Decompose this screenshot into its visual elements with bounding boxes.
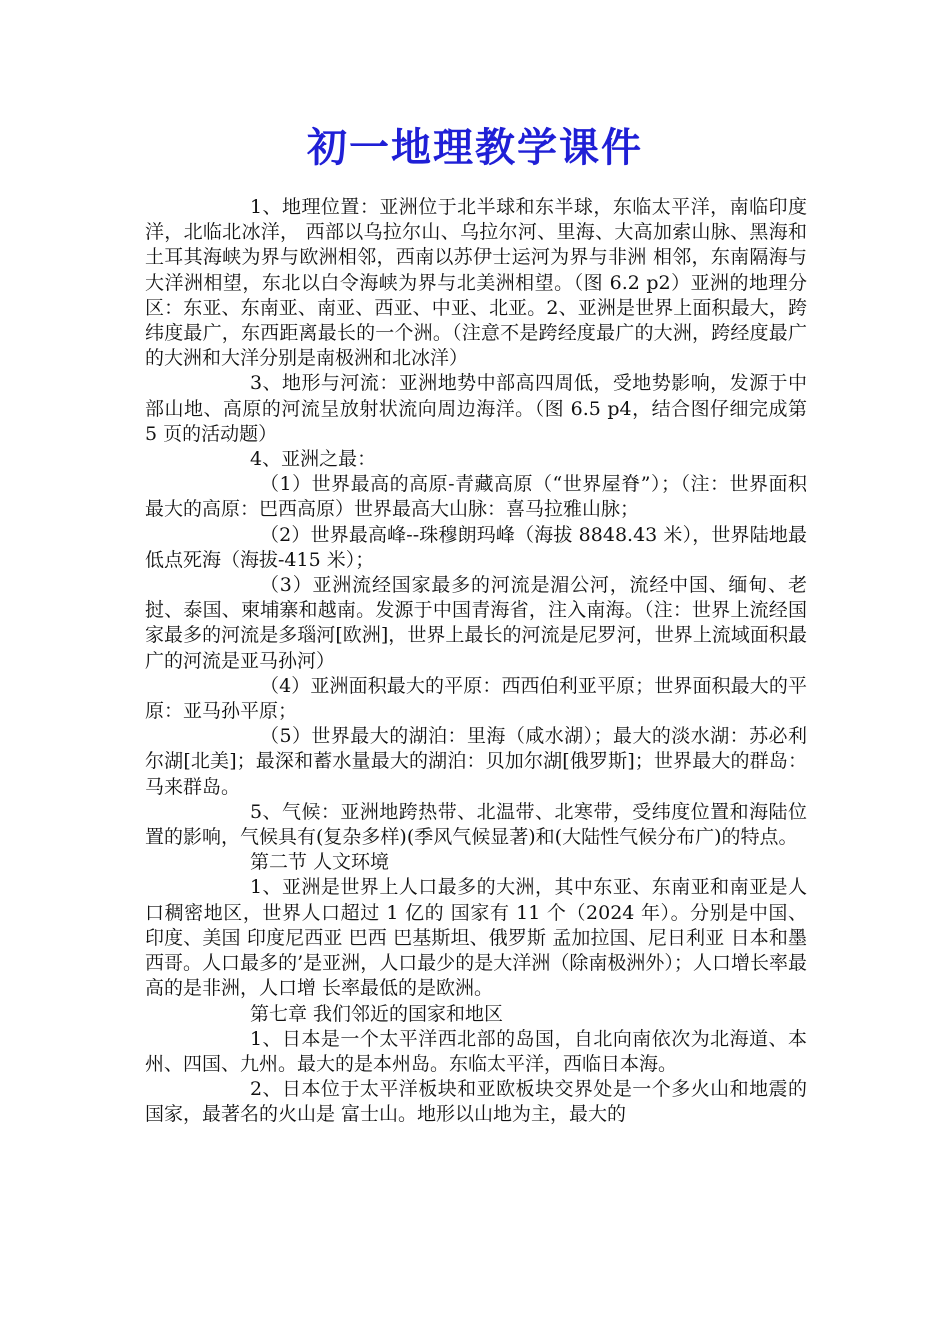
page-title: 初一地理教学课件 bbox=[307, 124, 643, 171]
paragraph-japan-1: 1、日本是一个太平洋西北部的岛国，自北向南依次为北海道、本州、四国、九州。最大的是本州岛。东临太平洋，西临日本海。 bbox=[145, 1027, 807, 1075]
paragraph-record-4: （4）亚洲面积最大的平原：西西伯利亚平原；世界面积最大的平原：亚马孙平原； bbox=[145, 674, 807, 723]
paragraph-climate: 5、气候：亚洲地跨热带、北温带、北寒带，受纬度位置和海陆位置的影响，气候具有(复杂多样)(季风气候显著)和(大陆性气候分布广)的特点。 bbox=[145, 800, 807, 849]
paragraph-geo-location: 1、地理位置：亚洲位于北半球和东半球，东临太平洋，南临印度洋，北临北冰洋， 西部以乌拉尔山、乌拉尔河、里海、大高加索山脉、黑海和土耳其海峡为界与欧洲相邻，西南以苏伊士运河为界与非洲 相邻，东南隔海与大洋洲相望，东北以白令海峡为界与北美洲相望。（图 6.2 p2）亚洲的地理分区：东亚、东南亚、南亚、西亚、中亚、北亚。2、亚洲是世界上面积最大，跨纬度最广，东西距离最长的一个洲。（注意不是跨经度最广的大洲，跨经度最广的大洲和大洋分别是南极洲和北冰洋） bbox=[145, 196, 807, 370]
paragraph-asia-records: 4、亚洲之最： bbox=[250, 448, 377, 471]
paragraph-record-3: （3）亚洲流经国家最多的河流是湄公河，流经中国、缅甸、老挝、泰国、柬埔寨和越南。发源于中国青海省，注入南海。（注：世界上流经国家最多的河流是多瑙河[欧洲]，世界上最长的河流是尼罗河，世界上流域面积最广的河流是亚马孙河） bbox=[145, 574, 807, 672]
paragraph-japan-2: 2、日本位于太平洋板块和亚欧板块交界处是一个多火山和地震的国家，最著名的火山是 富士山。地形以山地为主，最大的 bbox=[145, 1078, 807, 1126]
chapter-heading-7: 第七章 我们邻近的国家和地区 bbox=[250, 1002, 504, 1025]
paragraph-record-5: （5）世界最大的湖泊：里海（咸水湖）；最大的淡水湖：苏必利尔湖[北美]；最深和蓄水量最大的湖泊：贝加尔湖[俄罗斯]；世界最大的群岛：马来群岛。 bbox=[145, 725, 807, 798]
paragraph-terrain-rivers: 3、地形与河流：亚洲地势中部高四周低，受地势影响，发源于中部山地、高原的河流呈放射状流向周边海洋。（图 6.5 p4，结合图仔细完成第 5 页的活动题） bbox=[145, 372, 807, 445]
paragraph-population: 1、亚洲是世界上人口最多的大洲，其中东亚、东南亚和南亚是人口稠密地区，世界人口超过 1 亿的 国家有 11 个（2024 年）。分别是中国、印度、美国 印度尼西亚 巴西 巴基斯坦、俄罗斯 孟加拉国、尼日利亚 日本和墨西哥。人口最多的’是亚洲，人口最少的是大洋洲（除南极洲外）；人口增长率最高的是非洲，人口增 长率最低的是欧洲。 bbox=[145, 876, 807, 1000]
section-heading-human: 第二节 人文环境 bbox=[250, 851, 390, 874]
paragraph-record-1: （1）世界最高的高原-青藏高原（“世界屋脊”）；（注：世界面积最大的高原：巴西高原）世界最高大山脉：喜马拉雅山脉； bbox=[145, 473, 807, 521]
paragraph-record-2: （2）世界最高峰--珠穆朗玛峰（海拔 8848.43 米），世界陆地最低点死海（海拔-415 米）； bbox=[145, 523, 807, 571]
document-body bbox=[145, 195, 807, 1128]
